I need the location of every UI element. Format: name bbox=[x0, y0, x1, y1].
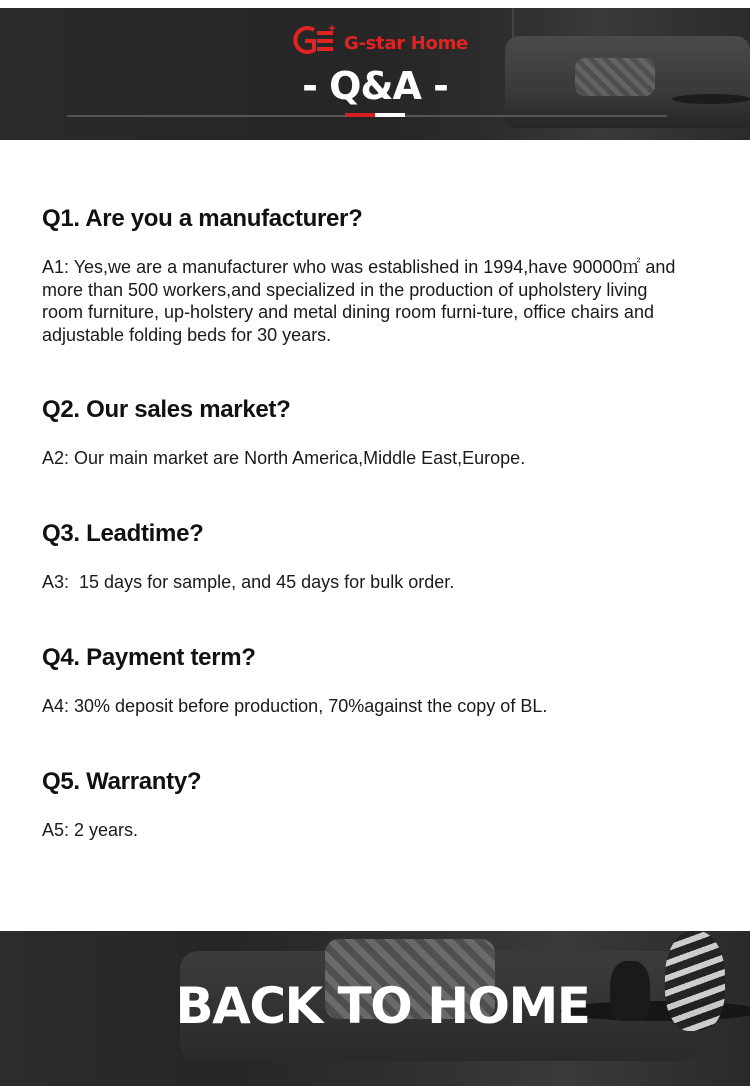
g-star-logo-icon bbox=[290, 24, 338, 56]
qa-item bbox=[42, 395, 722, 470]
answer-line: A5: 2 years. bbox=[42, 820, 139, 840]
answer-text bbox=[42, 256, 722, 346]
answer-line: more than 500 workers,and specialized in the production of upholstery living bbox=[42, 279, 648, 300]
question-heading: Q5. Warranty? bbox=[42, 768, 202, 795]
brand-name: G-star Home bbox=[344, 32, 468, 54]
answer-line: A2: Our main market are North America,Middle East,Europe. bbox=[42, 448, 526, 468]
qa-item bbox=[42, 767, 722, 842]
answer-line: A1: Yes,we are a manufacturer who was established in 1994,have 90000㎡ and bbox=[42, 257, 676, 277]
question-heading: Q3. Leadtime? bbox=[42, 520, 204, 547]
page-title: - Q&A - bbox=[302, 64, 448, 108]
answer-line: room furniture, up-holstery and metal dining room furni-ture, office chairs and bbox=[42, 302, 654, 322]
header-banner bbox=[0, 8, 750, 140]
title-accent-red bbox=[345, 113, 375, 117]
answer-text bbox=[42, 819, 722, 842]
answer-text bbox=[42, 695, 722, 718]
answer-line: adjustable folding beds for 30 years. bbox=[42, 324, 332, 345]
brand-logo[interactable] bbox=[290, 24, 468, 56]
qa-item bbox=[42, 643, 722, 718]
answer-line: A3: 15 days for sample, and 45 days for bulk order. bbox=[42, 572, 455, 592]
answer-text bbox=[42, 571, 722, 594]
question-heading: Q4. Payment term? bbox=[42, 644, 256, 671]
qa-item bbox=[42, 519, 722, 594]
answer-line: A4: 30% deposit before production, 70%against the copy of BL. bbox=[42, 696, 548, 716]
answer-text bbox=[42, 447, 722, 470]
question-heading: Q1. Are you a manufacturer? bbox=[42, 205, 363, 232]
title-accent-white bbox=[375, 113, 405, 117]
question-heading: Q2. Our sales market? bbox=[42, 396, 291, 423]
qa-item bbox=[42, 204, 722, 346]
back-to-home-banner[interactable] bbox=[0, 931, 750, 1086]
back-to-home-button[interactable]: BACK TO HOME bbox=[175, 977, 590, 1035]
